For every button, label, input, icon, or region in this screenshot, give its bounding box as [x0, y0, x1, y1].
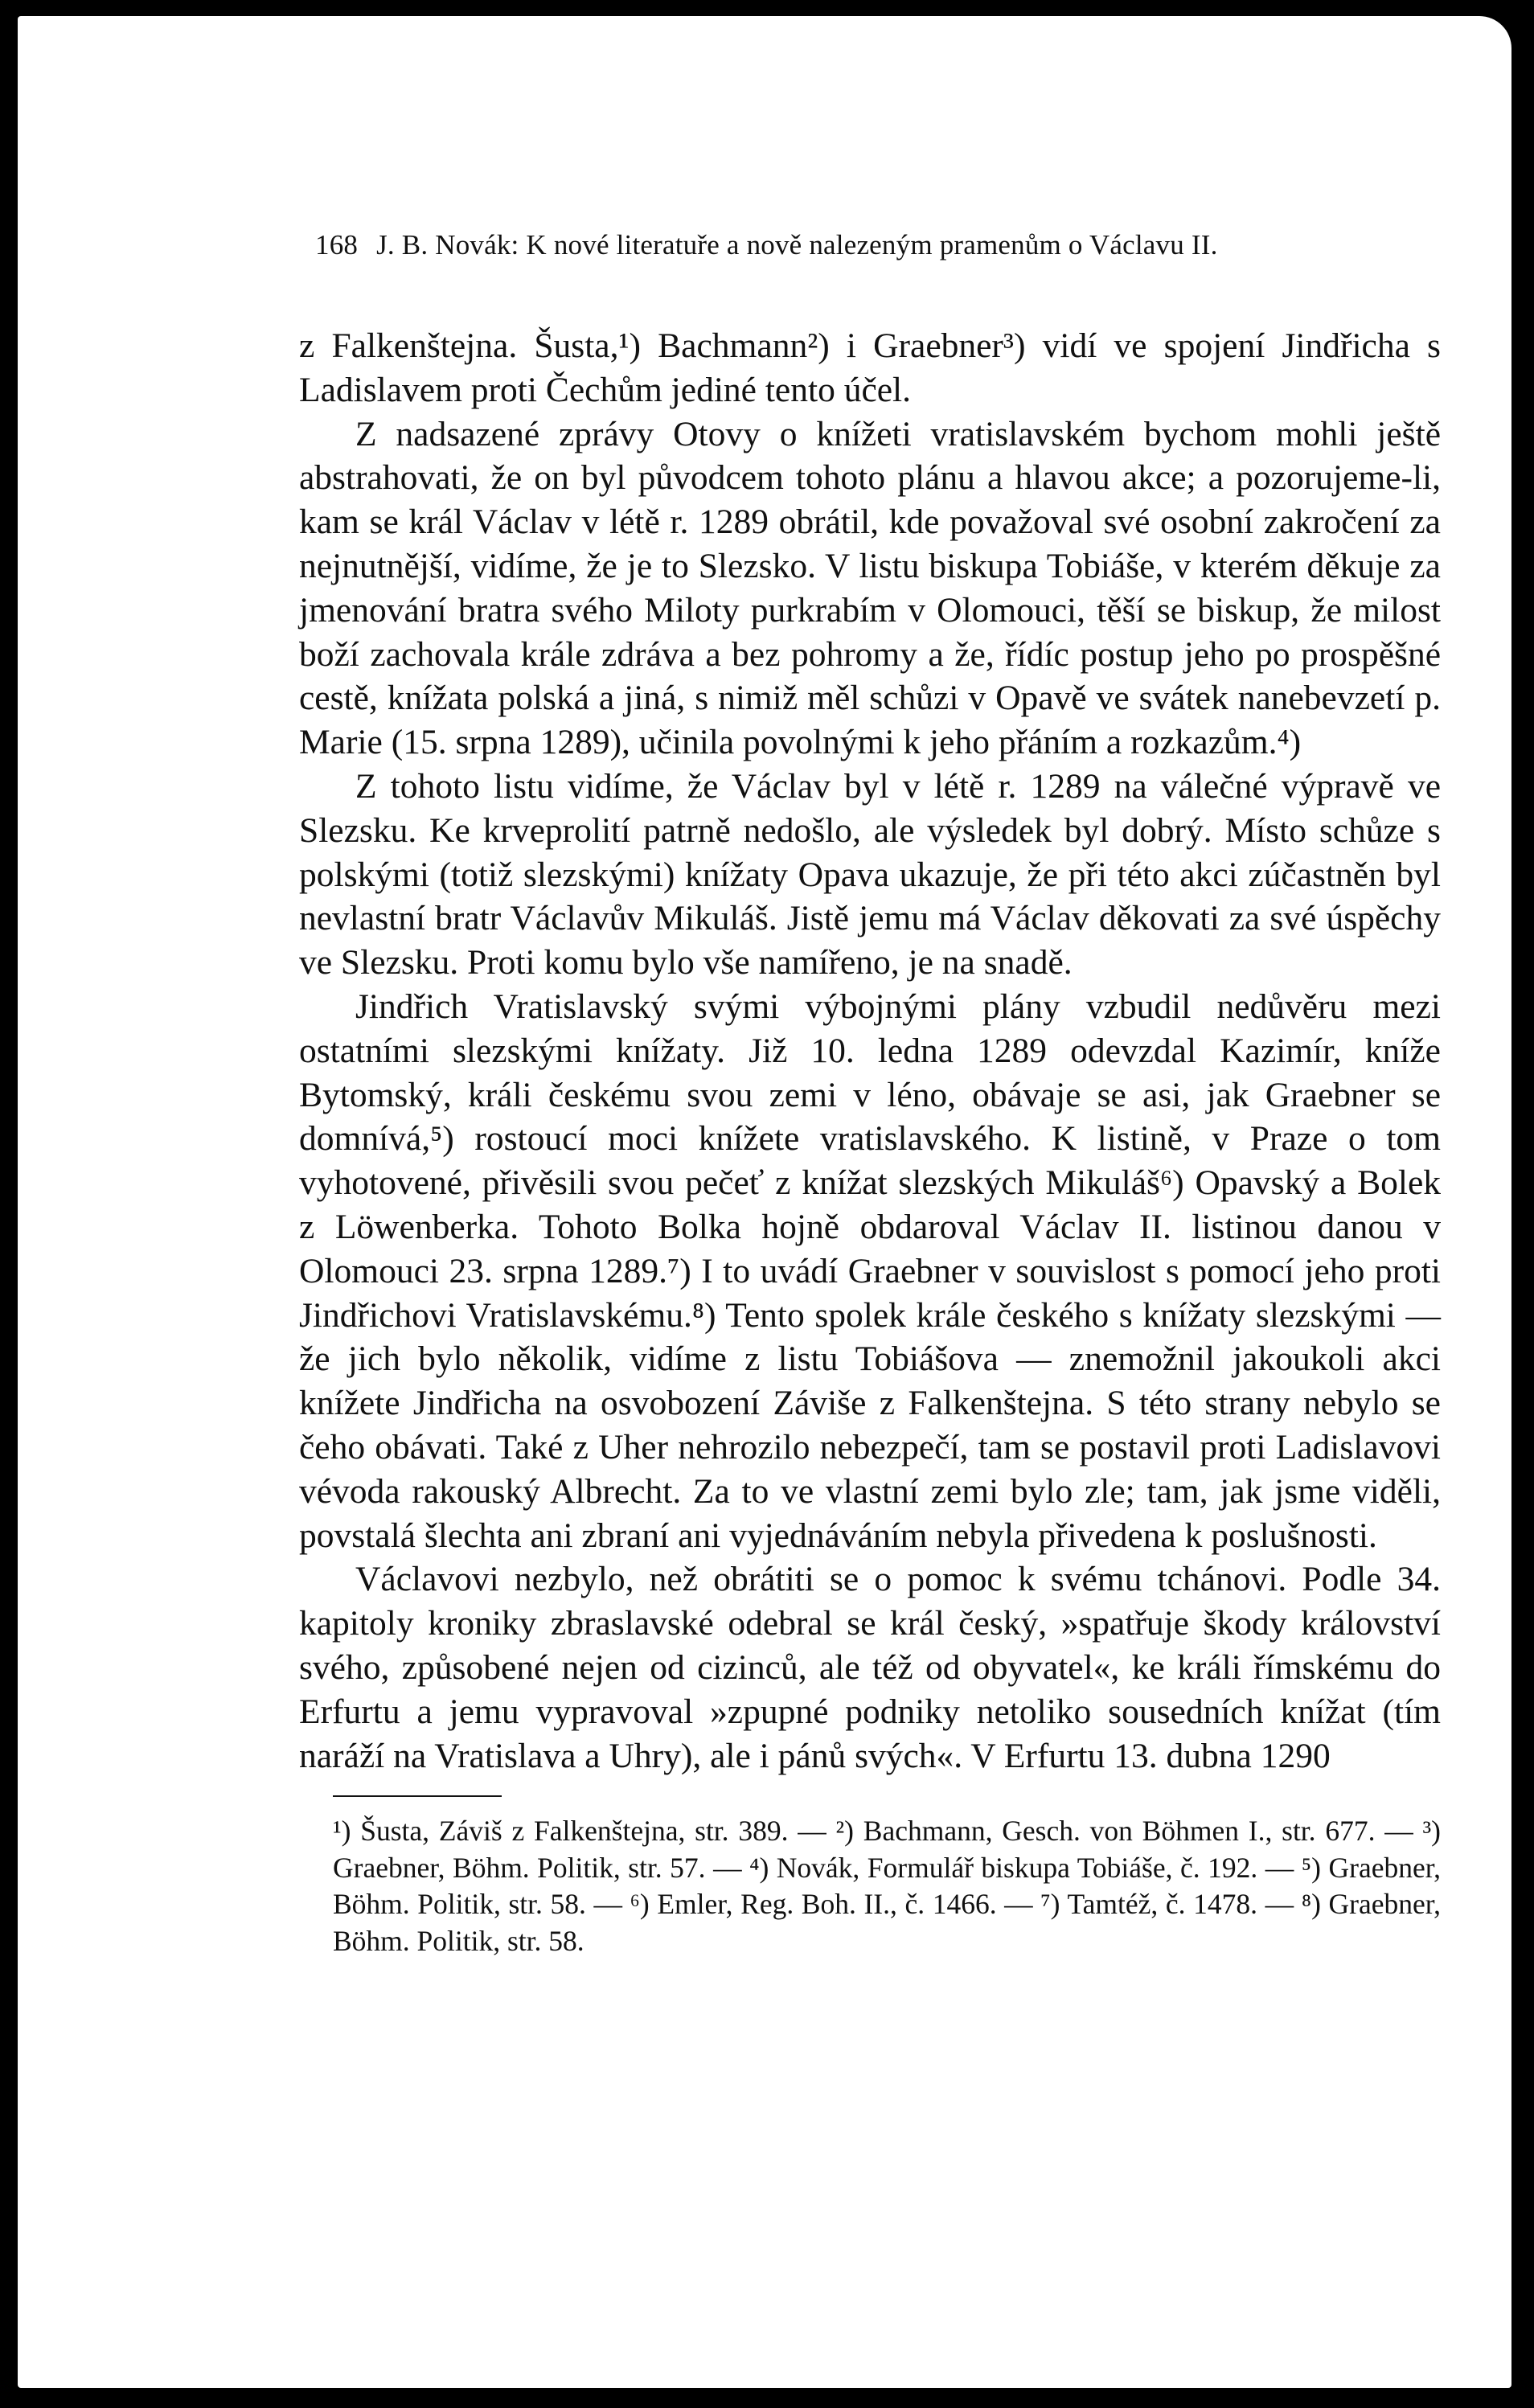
page-content — [299, 229, 1441, 1959]
paragraph: Z tohoto listu vidíme, že Václav byl v létě r. 1289 na válečné výpravě ve Slezsku. Ke krveprolití patrně nedošlo, ale výsledek byl dobrý. Místo schůze s polskými (totiž slezskými) knížaty Opava ukazuje, že při této akci zúčastněn byl nevlastní bratr Václavův Mikuláš. Jistě jemu má Václav děkovati za své úspěchy ve Slezsku. Proti komu bylo vše namířeno, je na snadě. — [299, 766, 1441, 982]
page-number: 168 — [315, 229, 359, 260]
scanned-page — [18, 16, 1511, 2388]
body-text — [299, 324, 1441, 1778]
footnote-text: ¹) Šusta, Záviš z Falkenštejna, str. 389. — ²) Bachmann, Gesch. von Böhmen I., str. 677. — ³) Graebner, Böhm. Politik, str. 57. — ⁴) Novák, Formulář biskupa Tobiáše, č. 192. — ⁵) Graebner, Böhm. Politik, str. 58. — ⁶) Emler, Reg. Boh. II., č. 1466. — ⁷) Tamtéž, č. 1478. — ⁸) Graebner, Böhm. Politik, str. 58. — [333, 1815, 1441, 1957]
running-head — [315, 229, 1441, 261]
running-title: J. B. Novák: K nové literatuře a nově nalezeným pramenům o Václavu II. — [376, 229, 1218, 260]
footnotes — [299, 1813, 1441, 1959]
paragraph: Z nadsazené zprávy Otovy o knížeti vratislavském bychom mohli ještě abstrahovati, že on byl původcem tohoto plánu a hlavou akce; a pozorujeme-li, kam se král Václav v létě r. 1289 obrátil, kde považoval své osobní zakročení za nejnutnější, vidíme, že je to Slezsko. V listu biskupa Tobiáše, v kterém děkuje za jmenování bratra svého Miloty purkrabím v Olomouci, těší se biskup, že milost boží zachovala krále zdráva a bez pohromy a že, řídíc postup jeho po prospěšné cestě, knížata polská a jiná, s nimiž měl schůzi v Opavě ve svátek nanebevzetí p. Marie (15. srpna 1289), učinila povolnými k jeho přáním a rozkazům.⁴) — [299, 414, 1441, 762]
paragraph: Václavovi nezbylo, než obrátiti se o pomoc k svému tchánovi. Podle 34. kapitoly kroniky zbraslavské odebral se král český, »spatřuje škody království svého, způsobené nejen od cizinců, ale též od obyvatel«, ke králi římskému do Erfurtu a jemu vypravoval »zpupné podniky netoliko sousedních knížat (tím naráží na Vratislava a Uhry), ale i pánů svých«. V Erfurtu 13. dubna 1290 — [299, 1560, 1441, 1775]
paragraph: Jindřich Vratislavský svými výbojnými plány vzbudil nedůvěru mezi ostatními slezskými knížaty. Již 10. ledna 1289 odevzdal Kazimír, kníže Bytomský, králi českému svou zemi v léno, obávaje se asi, jak Graebner se domnívá,⁵) rostoucí moci knížete vratislavského. K listině, v Praze o tom vyhotovené, přivěsili svou pečeť z knížat slezských Mikuláš⁶) Opavský a Bolek z Löwenberka. Tohoto Bolka hojně obdaroval Václav II. listinou danou v Olomouci 23. srpna 1289.⁷) I to uvádí Graebner v souvislost s pomocí jeho proti Jindřichovi Vratislavskému.⁸) Tento spolek krále českého s knížaty slezskými — že jich bylo několik, vidíme z listu Tobiášova — znemožnil jakoukoli akci knížete Jindřicha na osvobození Záviše z Falkenštejna. S této strany nebylo se čeho obávati. Také z Uher nehrozilo nebezpečí, tam se postavil proti Ladislavovi vévoda rakouský Albrecht. Za to ve vlastní zemi bylo zle; tam, jak jsme viděli, povstalá šlechta ani zbraní ani vyjednáváním nebyla přivedena k poslušnosti. — [299, 987, 1441, 1555]
footnote-divider — [333, 1795, 502, 1797]
paragraph: z Falkenštejna. Šusta,¹) Bachmann²) i Graebner³) vidí ve spojení Jindřicha s Ladislavem proti Čechům jediné tento účel. — [299, 326, 1441, 409]
